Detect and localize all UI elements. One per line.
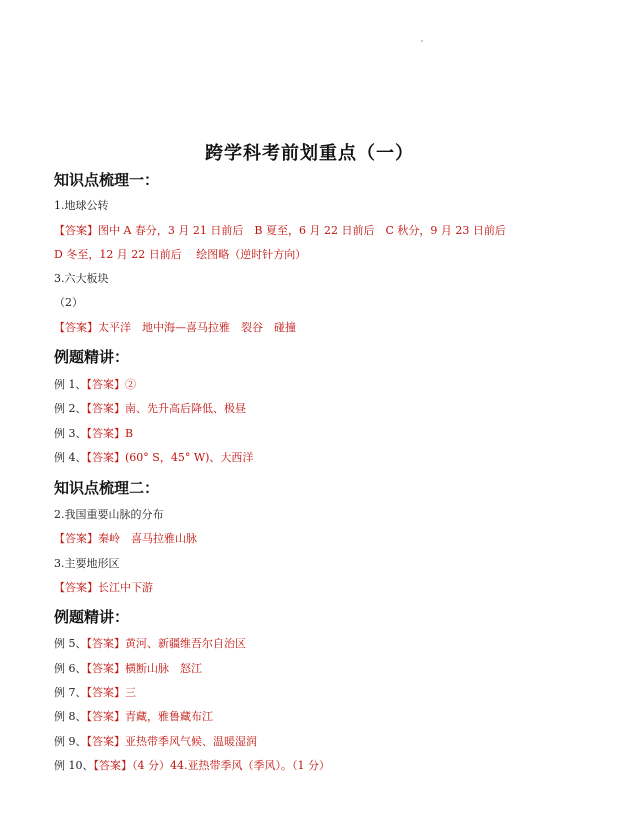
text-line: 2.我国重要山脉的分布 (54, 508, 164, 521)
section-heading: 知识点梳理一： (54, 171, 160, 189)
answer-line: D 冬至，12 月 22 日前后 绘图略（逆时针方向） (54, 248, 307, 261)
example-line: 例 4、【答案】(60° S，45° W)、大西洋 (54, 451, 254, 464)
answer-line: 【答案】图中 A 春分，3 月 21 日前后 B 夏至，6 月 22 日前后 C 秋分，9 月 23 日前后 (54, 224, 506, 237)
section-heading: 例题精讲： (54, 608, 130, 626)
example-line: 例 10、【答案】（4 分）44.亚热带季风（季风）。（1 分） (54, 759, 330, 772)
example-line: 例 3、【答案】B (54, 427, 134, 440)
text-line: 3.六大板块 (54, 272, 109, 285)
example-line: 例 6、【答案】横断山脉 怒江 (54, 662, 202, 675)
example-line: 例 1、【答案】② (54, 378, 136, 391)
text-line: 1.地球公转 (54, 199, 109, 212)
answer-line: 【答案】长江中下游 (54, 581, 153, 594)
example-line: 例 9、【答案】亚热带季风气候、温暖湿润 (54, 735, 257, 748)
page-title: 跨学科考前划重点（一） (205, 143, 414, 164)
page-speck (421, 40, 423, 42)
text-line: 3.主要地形区 (54, 557, 120, 570)
example-line: 例 8、【答案】青藏，雅鲁藏布江 (54, 710, 213, 723)
example-line: 例 2、【答案】南、先升高后降低、极昼 (54, 402, 246, 415)
section-heading: 知识点梳理二： (54, 479, 160, 497)
answer-line: 【答案】秦岭 喜马拉雅山脉 (54, 532, 197, 545)
text-line: （2） (54, 296, 83, 309)
answer-line: 【答案】太平洋 地中海—喜马拉雅 裂谷 碰撞 (54, 321, 296, 334)
example-line: 例 7、【答案】三 (54, 686, 136, 699)
example-line: 例 5、【答案】黄河、新疆维吾尔自治区 (54, 637, 246, 650)
section-heading: 例题精讲： (54, 348, 130, 366)
